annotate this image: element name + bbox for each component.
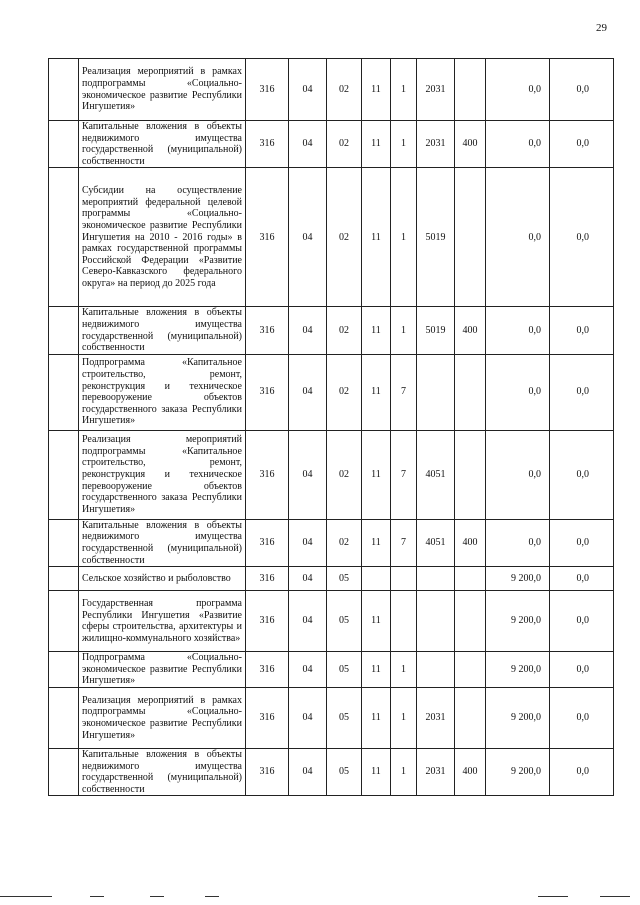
program-code: 11	[362, 748, 391, 795]
subsection-code: 02	[327, 121, 362, 168]
amount-2: 0,0	[550, 59, 614, 121]
row-name: Подпрограмма «Капитальное строительство, ремонт, реконструкция и техническое перевооружение объектов государственного заказа Республики Ингушетия»	[79, 354, 246, 430]
expense-type-code	[455, 591, 486, 652]
amount-2: 0,0	[550, 519, 614, 566]
subprogram-code: 7	[391, 430, 417, 519]
subsection-code: 02	[327, 307, 362, 354]
subprogram-code: 1	[391, 59, 417, 121]
blank-cell	[49, 567, 79, 591]
expense-type-code	[455, 168, 486, 307]
ministry-code: 316	[246, 168, 289, 307]
footer-scan-lines	[0, 896, 640, 900]
ministry-code: 316	[246, 567, 289, 591]
blank-cell	[49, 307, 79, 354]
subsection-code: 02	[327, 519, 362, 566]
section-code: 04	[289, 354, 327, 430]
expense-type-code	[455, 567, 486, 591]
target-code: 2031	[417, 687, 455, 748]
amount-1: 9 200,0	[486, 567, 550, 591]
amount-1: 0,0	[486, 168, 550, 307]
section-code: 04	[289, 591, 327, 652]
expense-type-code: 400	[455, 519, 486, 566]
subsection-code: 02	[327, 59, 362, 121]
section-code: 04	[289, 687, 327, 748]
table-row	[49, 121, 614, 168]
amount-1: 9 200,0	[486, 687, 550, 748]
row-name: Реализация мероприятий в рамках подпрограммы «Социально-экономическое развитие Республики Ингушетия»	[79, 687, 246, 748]
ministry-code: 316	[246, 430, 289, 519]
amount-1: 9 200,0	[486, 748, 550, 795]
ministry-code: 316	[246, 519, 289, 566]
expense-type-code	[455, 430, 486, 519]
expense-type-code: 400	[455, 121, 486, 168]
target-code: 4051	[417, 519, 455, 566]
row-name: Капитальные вложения в объекты недвижимого имущества государственной (муниципальной) собственности	[79, 121, 246, 168]
amount-1: 0,0	[486, 307, 550, 354]
row-name: Капитальные вложения в объекты недвижимого имущества государственной (муниципальной) собственности	[79, 748, 246, 795]
amount-2: 0,0	[550, 591, 614, 652]
program-code: 11	[362, 307, 391, 354]
table-row	[49, 591, 614, 652]
amount-2: 0,0	[550, 652, 614, 688]
target-code	[417, 652, 455, 688]
blank-cell	[49, 748, 79, 795]
subsection-code: 05	[327, 652, 362, 688]
blank-cell	[49, 168, 79, 307]
target-code: 4051	[417, 430, 455, 519]
target-code: 5019	[417, 168, 455, 307]
row-name: Капитальные вложения в объекты недвижимого имущества государственной (муниципальной) собственности	[79, 307, 246, 354]
row-name: Подпрограмма «Социально-экономическое развитие Республики Ингушетия»	[79, 652, 246, 688]
subsection-code: 02	[327, 168, 362, 307]
subprogram-code: 1	[391, 748, 417, 795]
section-code: 04	[289, 748, 327, 795]
program-code: 11	[362, 591, 391, 652]
amount-2: 0,0	[550, 168, 614, 307]
program-code: 11	[362, 430, 391, 519]
table-row	[49, 567, 614, 591]
subsection-code: 02	[327, 354, 362, 430]
expense-type-code	[455, 687, 486, 748]
subprogram-code: 7	[391, 519, 417, 566]
ministry-code: 316	[246, 748, 289, 795]
ministry-code: 316	[246, 354, 289, 430]
target-code	[417, 591, 455, 652]
program-code: 11	[362, 652, 391, 688]
section-code: 04	[289, 59, 327, 121]
budget-table	[48, 58, 614, 796]
amount-1: 9 200,0	[486, 652, 550, 688]
program-code: 11	[362, 121, 391, 168]
row-name: Сельское хозяйство и рыболовство	[79, 567, 246, 591]
subsection-code: 05	[327, 748, 362, 795]
table-row	[49, 168, 614, 307]
blank-cell	[49, 591, 79, 652]
table-row	[49, 687, 614, 748]
subsection-code: 05	[327, 567, 362, 591]
expense-type-code	[455, 59, 486, 121]
target-code: 2031	[417, 59, 455, 121]
amount-1: 9 200,0	[486, 591, 550, 652]
row-name: Реализация мероприятий в рамках подпрограммы «Социально-экономическое развитие Республики Ингушетия»	[79, 59, 246, 121]
subsection-code: 02	[327, 430, 362, 519]
blank-cell	[49, 652, 79, 688]
ministry-code: 316	[246, 121, 289, 168]
amount-2: 0,0	[550, 121, 614, 168]
amount-2: 0,0	[550, 748, 614, 795]
ministry-code: 316	[246, 591, 289, 652]
blank-cell	[49, 519, 79, 566]
amount-2: 0,0	[550, 567, 614, 591]
target-code: 5019	[417, 307, 455, 354]
blank-cell	[49, 121, 79, 168]
subprogram-code	[391, 567, 417, 591]
table-row	[49, 652, 614, 688]
row-name: Реализация мероприятий подпрограммы «Капитальное строительство, ремонт, реконструкция и техническое перевооружение объектов государственного заказа Республики Ингушетия»	[79, 430, 246, 519]
section-code: 04	[289, 519, 327, 566]
table-row	[49, 430, 614, 519]
section-code: 04	[289, 430, 327, 519]
target-code	[417, 567, 455, 591]
row-name: Субсидии на осуществление мероприятий федеральной целевой программы «Социально-экономическое развитие Республики Ингушетия на 2010 - 2016 годы» в рамках государственной программы Российской Федерации «Развитие Северо-Кавказского федерального округа» на период до 2025 года	[79, 168, 246, 307]
ministry-code: 316	[246, 687, 289, 748]
ministry-code: 316	[246, 59, 289, 121]
ministry-code: 316	[246, 652, 289, 688]
amount-1: 0,0	[486, 430, 550, 519]
row-name: Государственная программа Республики Ингушетия «Развитие сферы строительства, архитектуры и жилищно-коммунального хозяйства»	[79, 591, 246, 652]
target-code: 2031	[417, 121, 455, 168]
program-code: 11	[362, 168, 391, 307]
program-code	[362, 567, 391, 591]
amount-1: 0,0	[486, 354, 550, 430]
subprogram-code: 1	[391, 652, 417, 688]
program-code: 11	[362, 687, 391, 748]
blank-cell	[49, 430, 79, 519]
section-code: 04	[289, 567, 327, 591]
table-row	[49, 354, 614, 430]
amount-1: 0,0	[486, 59, 550, 121]
section-code: 04	[289, 652, 327, 688]
table-row	[49, 307, 614, 354]
amount-2: 0,0	[550, 354, 614, 430]
expense-type-code	[455, 652, 486, 688]
row-name: Капитальные вложения в объекты недвижимого имущества государственной (муниципальной) собственности	[79, 519, 246, 566]
table-row	[49, 748, 614, 795]
program-code: 11	[362, 59, 391, 121]
program-code: 11	[362, 519, 391, 566]
subprogram-code: 7	[391, 354, 417, 430]
amount-2: 0,0	[550, 687, 614, 748]
blank-cell	[49, 59, 79, 121]
blank-cell	[49, 687, 79, 748]
section-code: 04	[289, 168, 327, 307]
amount-1: 0,0	[486, 121, 550, 168]
expense-type-code: 400	[455, 307, 486, 354]
blank-cell	[49, 354, 79, 430]
target-code	[417, 354, 455, 430]
subprogram-code: 1	[391, 121, 417, 168]
section-code: 04	[289, 307, 327, 354]
subsection-code: 05	[327, 687, 362, 748]
target-code: 2031	[417, 748, 455, 795]
subprogram-code: 1	[391, 687, 417, 748]
subprogram-code: 1	[391, 168, 417, 307]
page-number: 29	[596, 22, 607, 34]
ministry-code: 316	[246, 307, 289, 354]
table-body	[49, 59, 614, 796]
expense-type-code: 400	[455, 748, 486, 795]
section-code: 04	[289, 121, 327, 168]
amount-2: 0,0	[550, 307, 614, 354]
program-code: 11	[362, 354, 391, 430]
expense-type-code	[455, 354, 486, 430]
subprogram-code	[391, 591, 417, 652]
amount-1: 0,0	[486, 519, 550, 566]
subprogram-code: 1	[391, 307, 417, 354]
amount-2: 0,0	[550, 430, 614, 519]
table-row	[49, 519, 614, 566]
subsection-code: 05	[327, 591, 362, 652]
table-row	[49, 59, 614, 121]
